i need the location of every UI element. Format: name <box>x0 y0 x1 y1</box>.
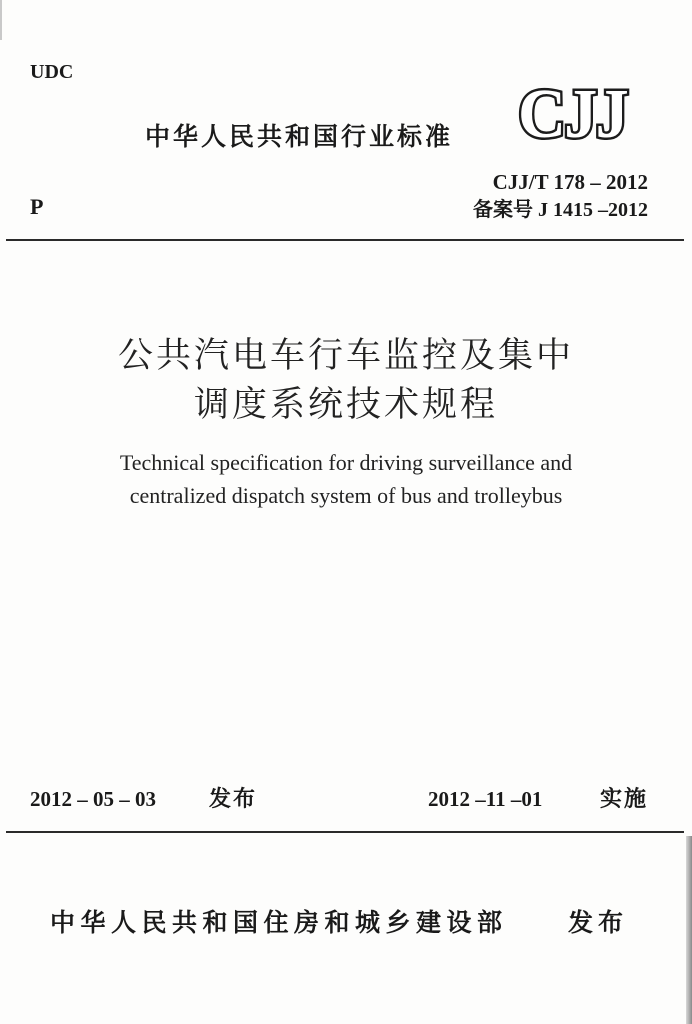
title-zh-line-2: 调度系统技术规程 <box>193 385 498 425</box>
effective-label: 实施 <box>600 787 649 812</box>
classification-code: P <box>30 194 44 219</box>
udc-label: UDC <box>30 61 74 83</box>
issue-label: 发布 <box>209 787 258 812</box>
issuer-publish-label: 发布 <box>568 908 629 937</box>
title-en-line-2: centralized dispatch system of bus and trolleybus <box>129 483 563 508</box>
title-zh-line-1: 公共汽电车行车监控及集中 <box>117 336 574 376</box>
title-en-line-1: Technical specification for driving surveillance and <box>119 450 573 475</box>
standard-category: 中华人民共和国行业标准 <box>145 122 454 151</box>
standard-number: CJJ/T 178 – 2012 <box>492 170 648 194</box>
effective-date: 2012 –11 –01 <box>428 787 543 811</box>
scan-edge-mark <box>0 0 2 40</box>
scan-edge-strip <box>686 836 692 1024</box>
header-divider <box>6 239 684 241</box>
cjj-logo: CJJ <box>518 76 627 153</box>
issue-date: 2012 – 05 – 03 <box>30 787 156 811</box>
record-number: 备案号 J 1415 –2012 <box>473 199 648 221</box>
issuing-authority: 中华人民共和国住房和城乡建设部 <box>50 908 508 937</box>
footer-divider <box>6 831 684 833</box>
